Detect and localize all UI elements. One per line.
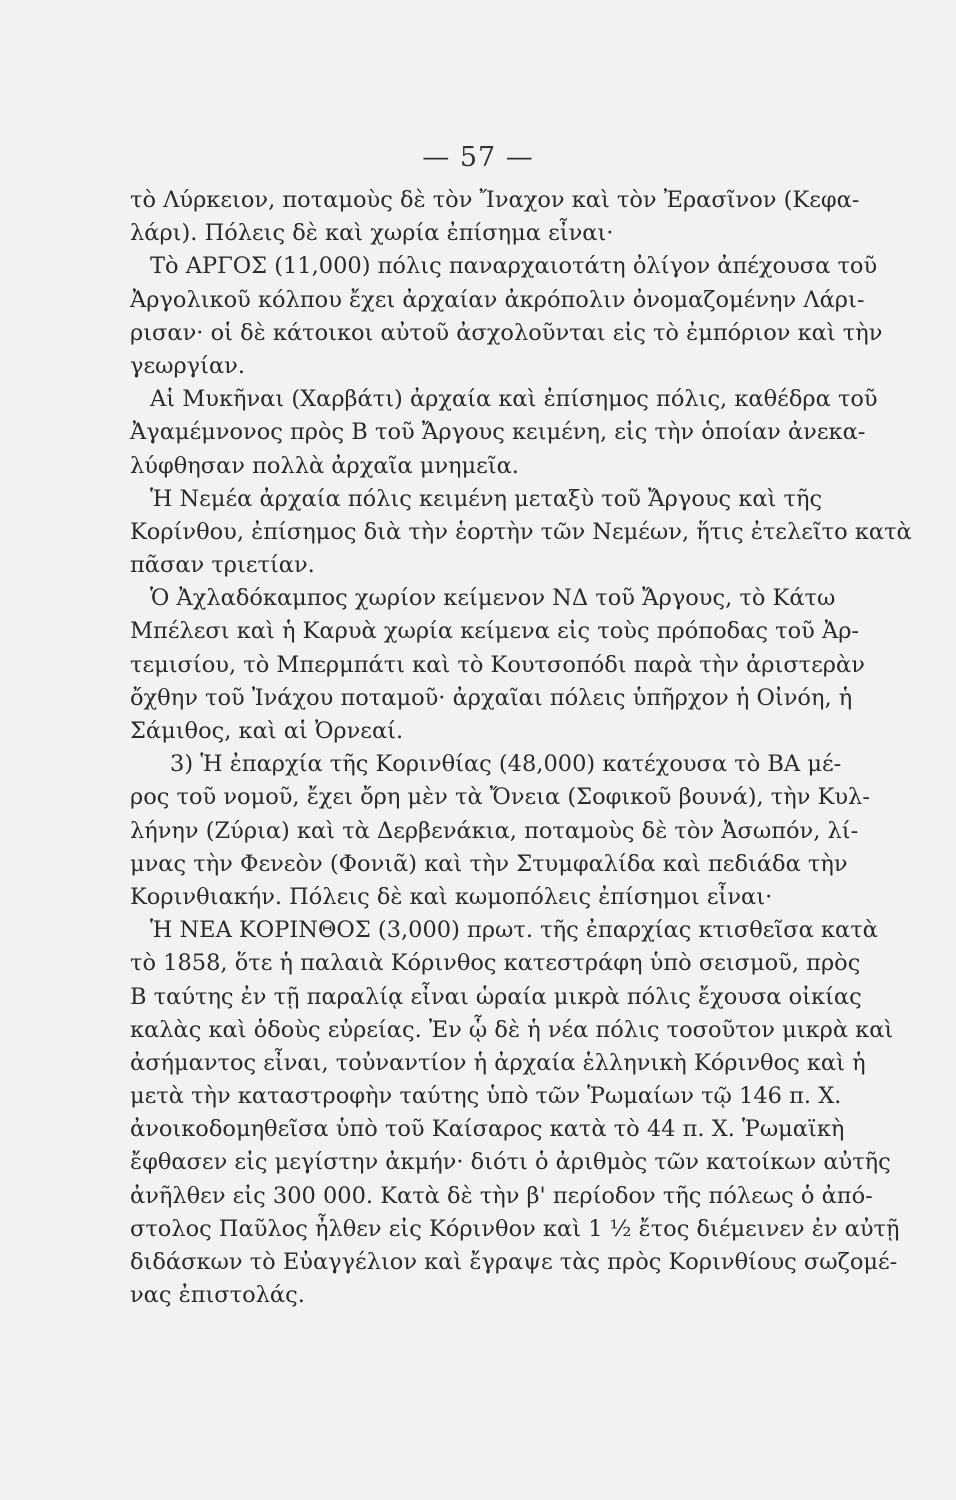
text-line: νας ἐπιστολάς. [130,1282,305,1309]
text-line: λάρι). Πόλεις δὲ καὶ χωρία ἐπίσημα εἶναι· [130,220,614,247]
text-line: λύφθησαν πολλὰ ἀρχαῖα μνημεῖα. [130,452,519,479]
text-line: ἔφθασεν εἰς μεγίστην ἀκμήν· διότι ὁ ἀριθμὸς τῶν κατοίκων αὐτῆς [130,1149,891,1176]
text-line: Ἀργολικοῦ κόλπου ἔχει ἀρχαίαν ἀκρόπολιν ὀνομαζομένην Λάρι- [130,286,865,313]
text-line: ἀσήμαντος εἶναι, τοὐναντίον ἡ ἀρχαία ἑλληνικὴ Κόρινθος καὶ ἡ [130,1049,866,1076]
text-line: Αἱ Μυκῆναι (Χαρβάτι) ἀρχαία καὶ ἐπίσημος πόλις, καθέδρα τοῦ [150,386,878,413]
text-line: Ὁ Ἀχλαδόκαμπος χωρίον κείμενον ΝΔ τοῦ Ἄργους, τὸ Κάτω [150,585,836,612]
text-line: ἀνῆλθεν εἰς 300 000. Κατὰ δὲ τὴν β' περίοδον τῆς πόλεως ὁ ἀπό- [130,1182,873,1209]
body-text [130,184,912,1312]
text-line: Β ταύτης ἐν τῇ παραλίᾳ εἶναι ὡραία μικρὰ πόλις ἔχουσα οἰκίας [130,983,862,1010]
text-line: μετὰ τὴν καταστροφὴν ταύτης ὑπὸ τῶν Ῥωμαίων τῷ 146 π. Χ. [130,1083,842,1110]
text-line: ἀνοικοδομηθεῖσα ὑπὸ τοῦ Καίσαρος κατὰ τὸ 44 π. Χ. Ῥωμαϊκὴ [130,1116,845,1143]
text-line: Ἀγαμέμνονος πρὸς Β τοῦ Ἄργους κειμένη, εἰς τὴν ὁποίαν ἀνεκα- [130,419,866,446]
text-line: Τὸ ΑΡΓΟΣ (11,000) πόλις παναρχαιοτάτη ὀλίγον ἀπέχουσα τοῦ [150,253,878,280]
text-line: Κορίνθου, ἐπίσημος διὰ τὴν ἑορτὴν τῶν Νεμέων, ἥτις ἐτελεῖτο κατὰ [130,518,912,545]
text-line: Μπέλεσι καὶ ἡ Καρυὰ χωρία κείμενα εἰς τοὺς πρόποδας τοῦ Ἀρ- [130,618,860,645]
text-line: πᾶσαν τριετίαν. [130,552,315,579]
text-line: Ἡ ΝΕΑ ΚΟΡΙΝΘΟΣ (3,000) πρωτ. τῆς ἐπαρχίας κτισθεῖσα κατὰ [150,917,878,944]
text-line: τὸ 1858, ὅτε ἡ παλαιὰ Κόρινθος κατεστράφη ὑπὸ σεισμοῦ, πρὸς [130,950,861,977]
text-line: μνας τὴν Φενεὸν (Φονιᾶ) καὶ τὴν Στυμφαλίδα καὶ πεδιάδα τὴν [130,850,848,877]
text-line: καλὰς καὶ ὁδοὺς εὐρείας. Ἐν ᾧ δὲ ἡ νέα πόλις τοσοῦτον μικρὰ καὶ [130,1016,894,1043]
text-line: 3) Ἡ ἐπαρχία τῆς Κορινθίας (48,000) κατέχουσα τὸ ΒΑ μέ- [170,751,842,778]
text-line: Κορινθιακήν. Πόλεις δὲ καὶ κωμοπόλεις ἐπίσημοι εἶναι· [130,883,773,910]
text-line: τεμισίου, τὸ Μπερμπάτι καὶ τὸ Κουτσοπόδι παρὰ τὴν ἀριστερὰν [130,651,865,678]
page-number: — 57 — [422,142,534,173]
text-line: διδάσκων τὸ Εὐαγγέλιον καὶ ἔγραψε τὰς πρὸς Κορινθίους σωζομέ- [130,1249,898,1275]
text-line: γεωργίαν. [130,352,245,379]
text-line: ρισαν· οἱ δὲ κάτοικοι αὐτοῦ ἀσχολοῦνται εἰς τὸ ἐμπόριον καὶ τὴν [130,319,883,346]
text-line: τὸ Λύρκειον, ποταμοὺς δὲ τὸν Ἴναχον καὶ τὸν Ἐρασῖνον (Κεφα- [130,187,860,213]
text-line: στολος Παῦλος ἦλθεν εἰς Κόρινθον καὶ 1 ½ ἔτος διέμεινεν ἐν αὐτῇ [130,1215,900,1242]
text-line: ὄχθην τοῦ Ἰνάχου ποταμοῦ· ἀρχαῖαι πόλεις ὑπῆρχον ἡ Οἰνόη, ἡ [130,684,853,711]
text-line: Σάμιθος, καὶ αἱ Ὀρνεαί. [130,718,404,744]
text-line: Ἡ Νεμέα ἀρχαία πόλις κειμένη μεταξὺ τοῦ Ἄργους καὶ τῆς [150,485,823,512]
text-line: ρος τοῦ νομοῦ, ἔχει ὄρη μὲν τὰ Ὄνεια (Σοφικοῦ βουνά), τὴν Κυλ- [130,784,870,811]
text-line: λήνην (Ζύρια) καὶ τὰ Δερβενάκια, ποταμοὺς δὲ τὸν Ἀσωπόν, λί- [130,817,859,844]
